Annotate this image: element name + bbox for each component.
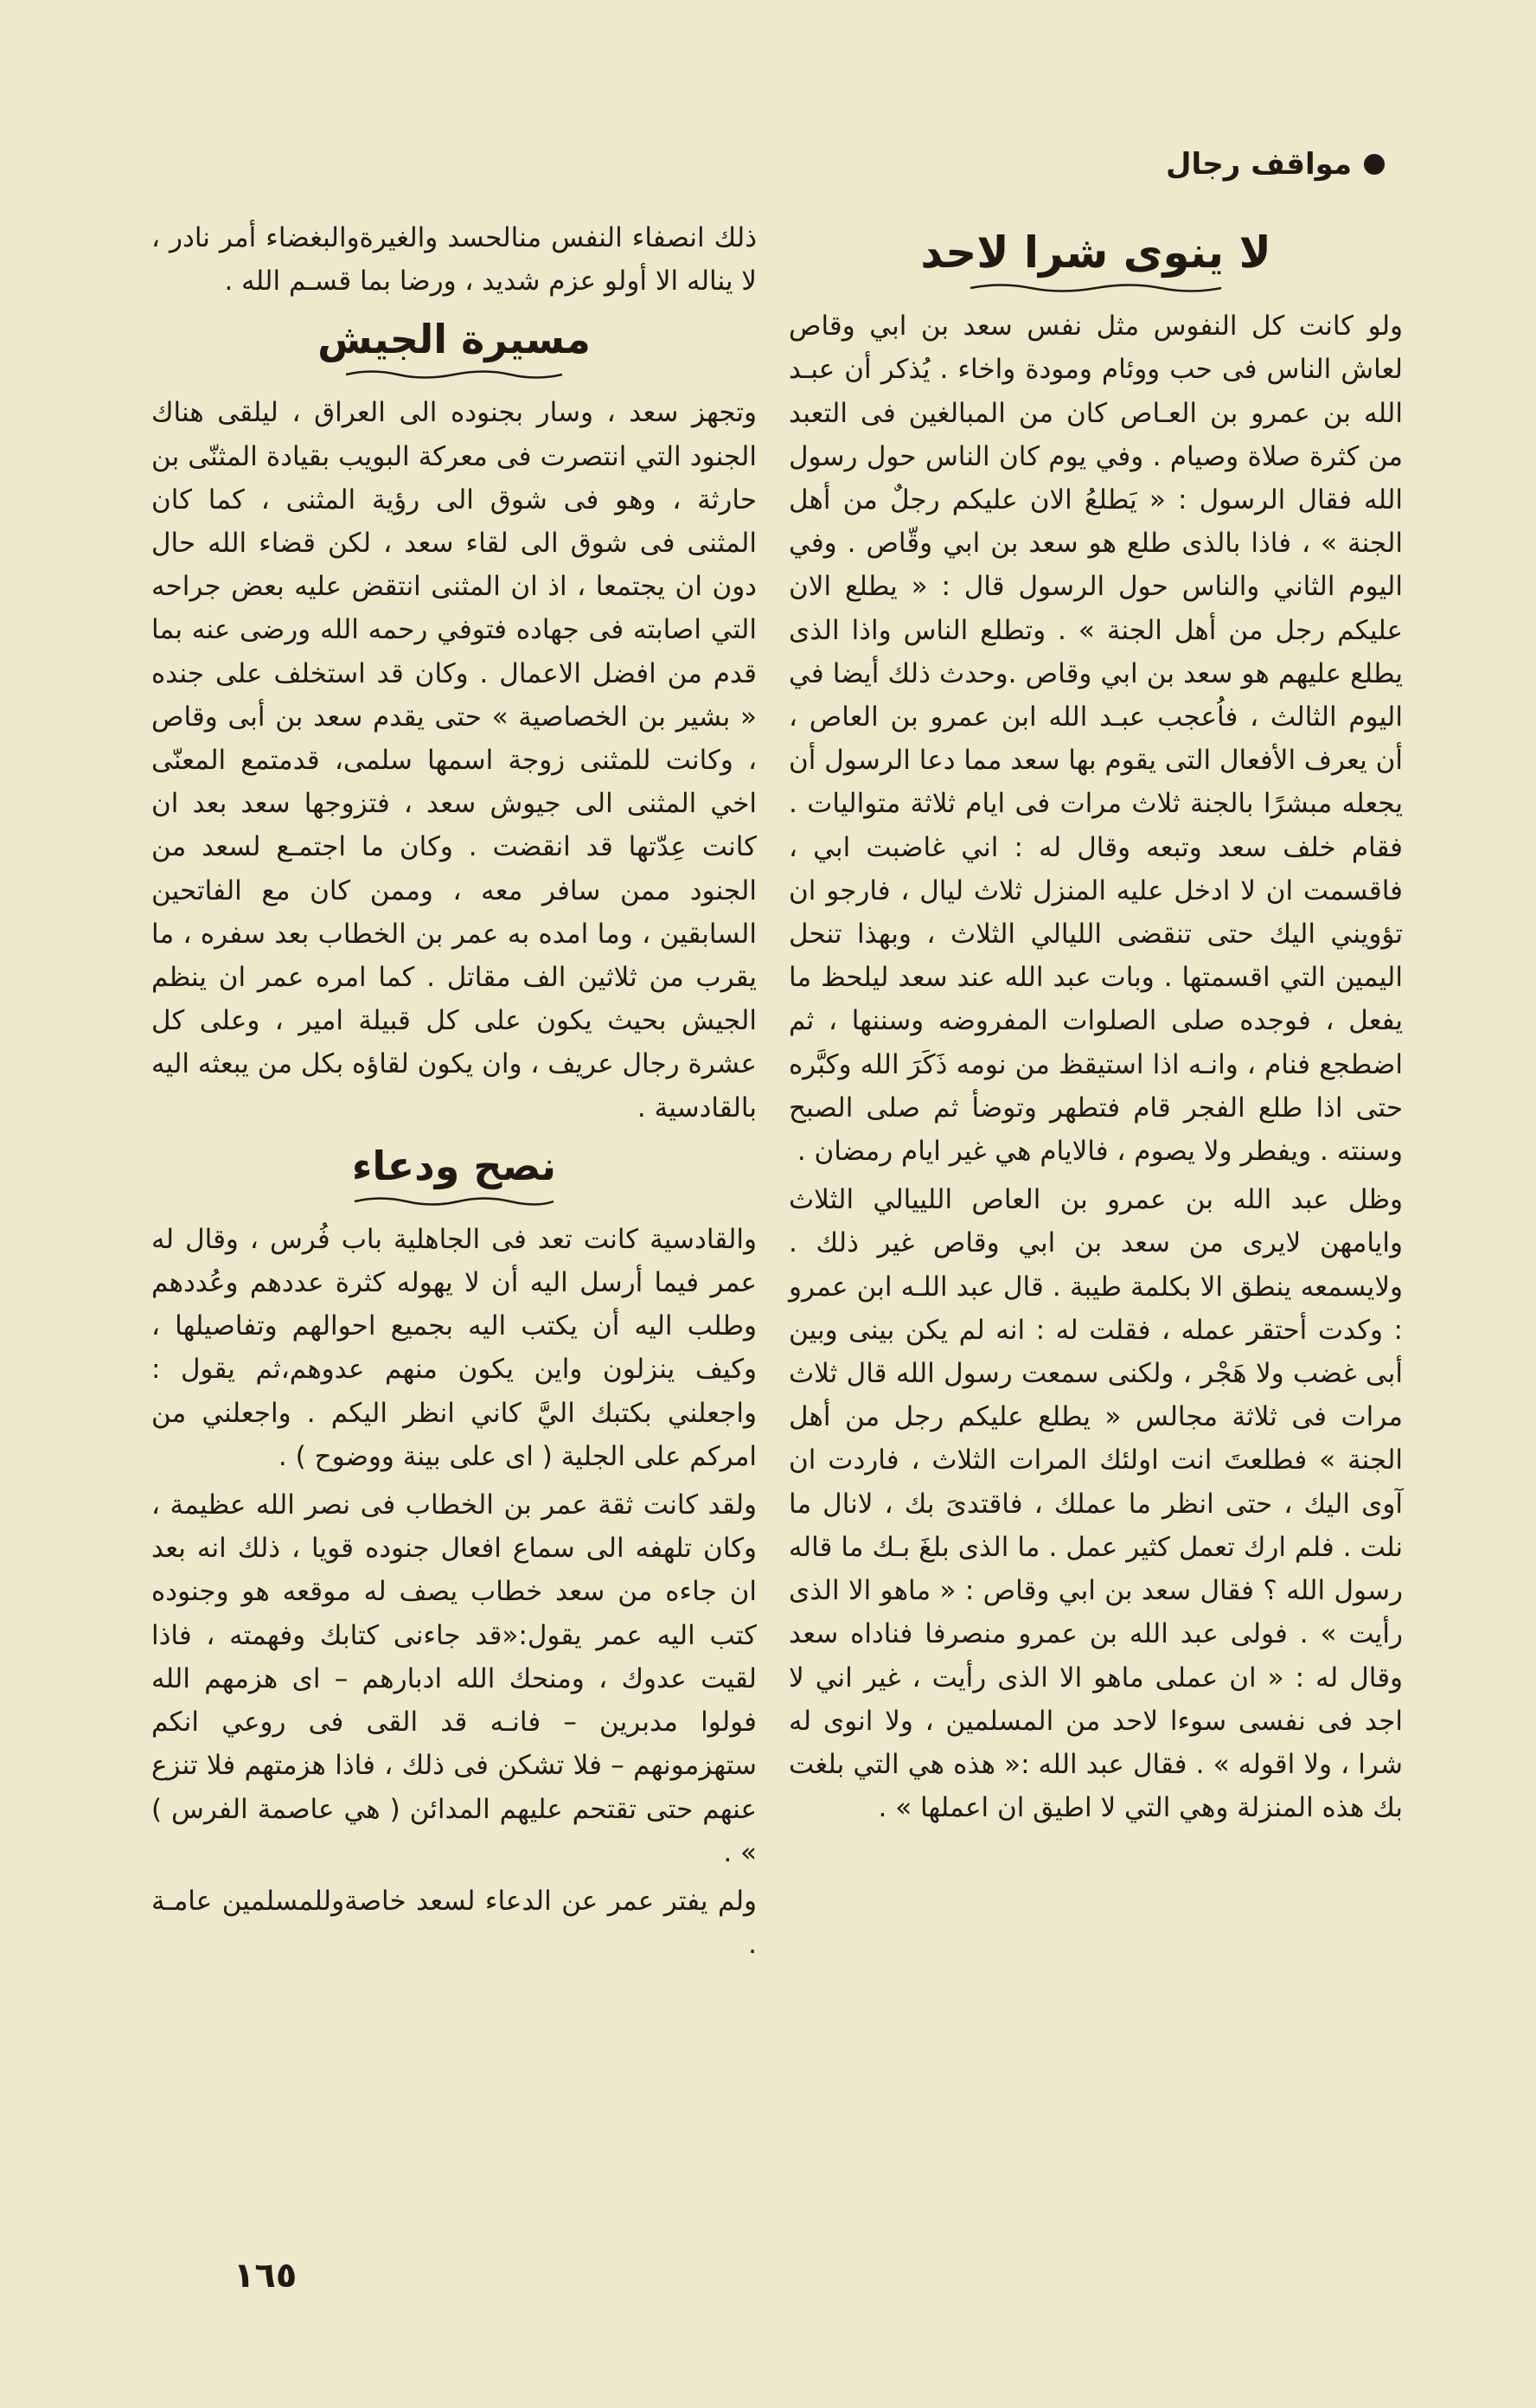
paragraph: ذلك انصفاء النفس منالحسد والغيرةوالبغضاء أمر نادر ، لا يناله الا أولو عزم شديد ، ورضا بما قسـم الله .	[151, 222, 757, 298]
section-title: مسيرة الجيش	[317, 316, 591, 363]
flourish-underline	[966, 280, 1226, 294]
right-column	[789, 216, 1403, 1829]
section-heading	[789, 225, 1403, 294]
running-head	[1166, 147, 1385, 182]
paragraph: ولقد كانت ثقة عمر بن الخطاب فى نصر الله عظيمة ، وكان تلهفه الى سماع افعال جنوده قويا ، ذلك انه بعد ان جاءه من سعد خطاب يصف له موقعه هو وجنوده كتب اليه عمر يقول:«قد جاءنى كتابك وفهمته ، فاذا لقيت عدوك ، ومنحك الله ادبارهم – اى هزمهم الله فولوا مدبرين – فانـه قد القى فى روعي انكم ستهزمونهم – فلا تشكن فى ذلك ، فاذا هزمتهم فلا تنزع عنهم حتى تقتحم عليهم المدائن ( هي عاصمة الفرس ) » .	[151, 1489, 757, 1868]
page-number: ١٦٥	[234, 2256, 298, 2296]
paragraph: ولو كانت كل النفوس مثل نفس سعد بن ابي وقاص لعاش الناس فى حب ووئام ومودة واخاء . يُذكر أن عبـد الله بن عمرو بن العـاص كان من المبالغين فى التعبد من كثرة صلاة وصيام . وفي يوم كان الناس حول رسول الله فقال الرسول : « يَطلعُ الان عليكم رجلٌ من أهل الجنة » ، فاذا بالذى طلع هو سعد بن ابي وقّاص . وفي اليوم الثاني والناس حول الرسول قال : « يطلع الان عليكم رجل من أهل الجنة » . وتطلع الناس واذا الذى يطلع عليهم هو سعد بن ابي وقاص .وحدث ذلك أيضا في اليوم الثالث ، فاُعجب عبـد الله ابن عمرو بن العاص ، أن يعرف الأفعال التى يقوم بها سعد مما دعا الرسول أن يجعله مبشرًا بالجنة ثلاث مرات فى ايام ثلاثة متواليات . فقام خلف سعد وتبعه وقال له : اني غاضبت ابي ، فاقسمت ان لا ادخل عليه المنزل ثلاث ليال ، فارجو ان تؤويني اليك حتى تنقضى الليالي الثلاث ، وبهذا تنحل اليمين التي اقسمتها . وبات عبد الله عند سعد ليلحظ ما يفعل ، فوجده صلى الصلوات المفروضه وسننها ، ثم اضطجع فنام ، وانـه اذا استيقظ من نومه ذَكَرَ الله وكبَّره حتى اذا طلع الفجر قام فتطهر وتوضأ ثم صلى الصبح وسنته . ويفطر ولا يصوم ، فالايام هي غير ايام رمضان .	[789, 311, 1403, 1168]
flourish-underline	[350, 1194, 558, 1207]
running-head-text: مواقف رجال	[1166, 147, 1352, 182]
section-heading	[151, 311, 757, 381]
paragraph: وتجهز سعد ، وسار بجنوده الى العراق ، ليلقى هناك الجنود التي انتصرت فى معركة البويب بقيادة المثنّى بن حارثة ، وهو فى شوق الى رؤية المثنى ، كما كان المثنى فى شوق الى لقاء سعد ، لكن قضاء الله حال دون ان يجتمعا ، اذ ان المثنى انتقض عليه بعض جراحه التي اصابته فى جهاده فتوفي رحمه الله ورضى عنه بما قدم من افضل الاعمال . وكان قد استخلف على جنده « بشير بن الخصاصية » حتى يقدم سعد بن أبى وقاص ، وكانت للمثنى زوجة اسمها سلمى، قدمتمع المعنّى اخي المثنى الى جيوش سعد ، فتزوجها سعد بعد ان كانت عِدّتها قد انقضت . وكان ما اجتمـع لسعد من الجنود ممن سافر معه ، وممن كان مع الفاتحين السابقين ، وما امده به عمر بن الخطاب بعد سفره ، ما يقرب من ثلاثين الف مقاتل . كما امره عمر ان ينظم الجيش بحيث يكون على كل قبيلة امير ، وعلى كل عشرة رجال عريف ، وان يكون لقاؤه بكل من يبعثه اليه بالقادسية .	[151, 397, 757, 1124]
left-column	[151, 216, 757, 1966]
paragraph: ولم يفتر عمر عن الدعاء لسعد خاصةوللمسلمين عامـة .	[151, 1885, 757, 1961]
paragraph: والقادسية كانت تعد فى الجاهلية باب فُرس ، وقال له عمر فيما أرسل اليه أن لا يهوله كثرة عددهم وعُددهم وطلب اليه أن يكتب اليه بجميع احوالهم وتفاصيلها ، وكيف ينزلون واين يكون منهم عدوهم،ثم يقول : واجعلني بكتبك اليَّ كاني انظر اليكم . واجعلني من امركم على الجلية ( اى على بينة ووضوح ) .	[151, 1223, 757, 1472]
section-heading	[151, 1138, 757, 1207]
section-title: لا ينوى شرا لاحد	[920, 227, 1271, 278]
bullet-icon	[1364, 154, 1385, 175]
section-title: نصح ودعاء	[351, 1142, 557, 1189]
flourish-underline	[342, 367, 566, 381]
paragraph: وظل عبد الله بن عمرو بن العاص اللييالي الثلاث وايامهن لايرى من سعد بن ابي وقاص غير ذلك . ولايسمعه ينطق الا بكلمة طيبة . قال عبد اللـه ابن عمرو : وكدت أحتقر عمله ، فقلت له : انه لم يكن بينى وبين أبى غضب ولا هَجْر ، ولكنى سمعت رسول الله قال ثلاث مرات فى ثلاثة مجالس « يطلع عليكم رجل من أهل الجنة » فطلعتَ انت اولئك المرات الثلاث ، فاردت ان آوى اليك ، حتى انظر ما عملك ، فاقتدىَ بك ، لانال ما نلت . فلم ارك تعمل كثير عمل . ما الذى بلغَ بـك ما قاله رسول الله ؟ فقال سعد بن ابي وقاص : « ماهو الا الذى رأيت » . فولى عبد الله بن عمرو منصرفا فناداه سعد وقال له : « ان عملى ماهو الا الذى رأيت ، غير اني لا اجد فى نفسى سوءا لاحد من المسلمين ، ولا انوى له شرا ، ولا اقوله » . فقال عبد الله :« هذه هي التي بلغت بك هذه المنزلة وهي التي لا اطيق ان اعملها » .	[789, 1184, 1403, 1824]
